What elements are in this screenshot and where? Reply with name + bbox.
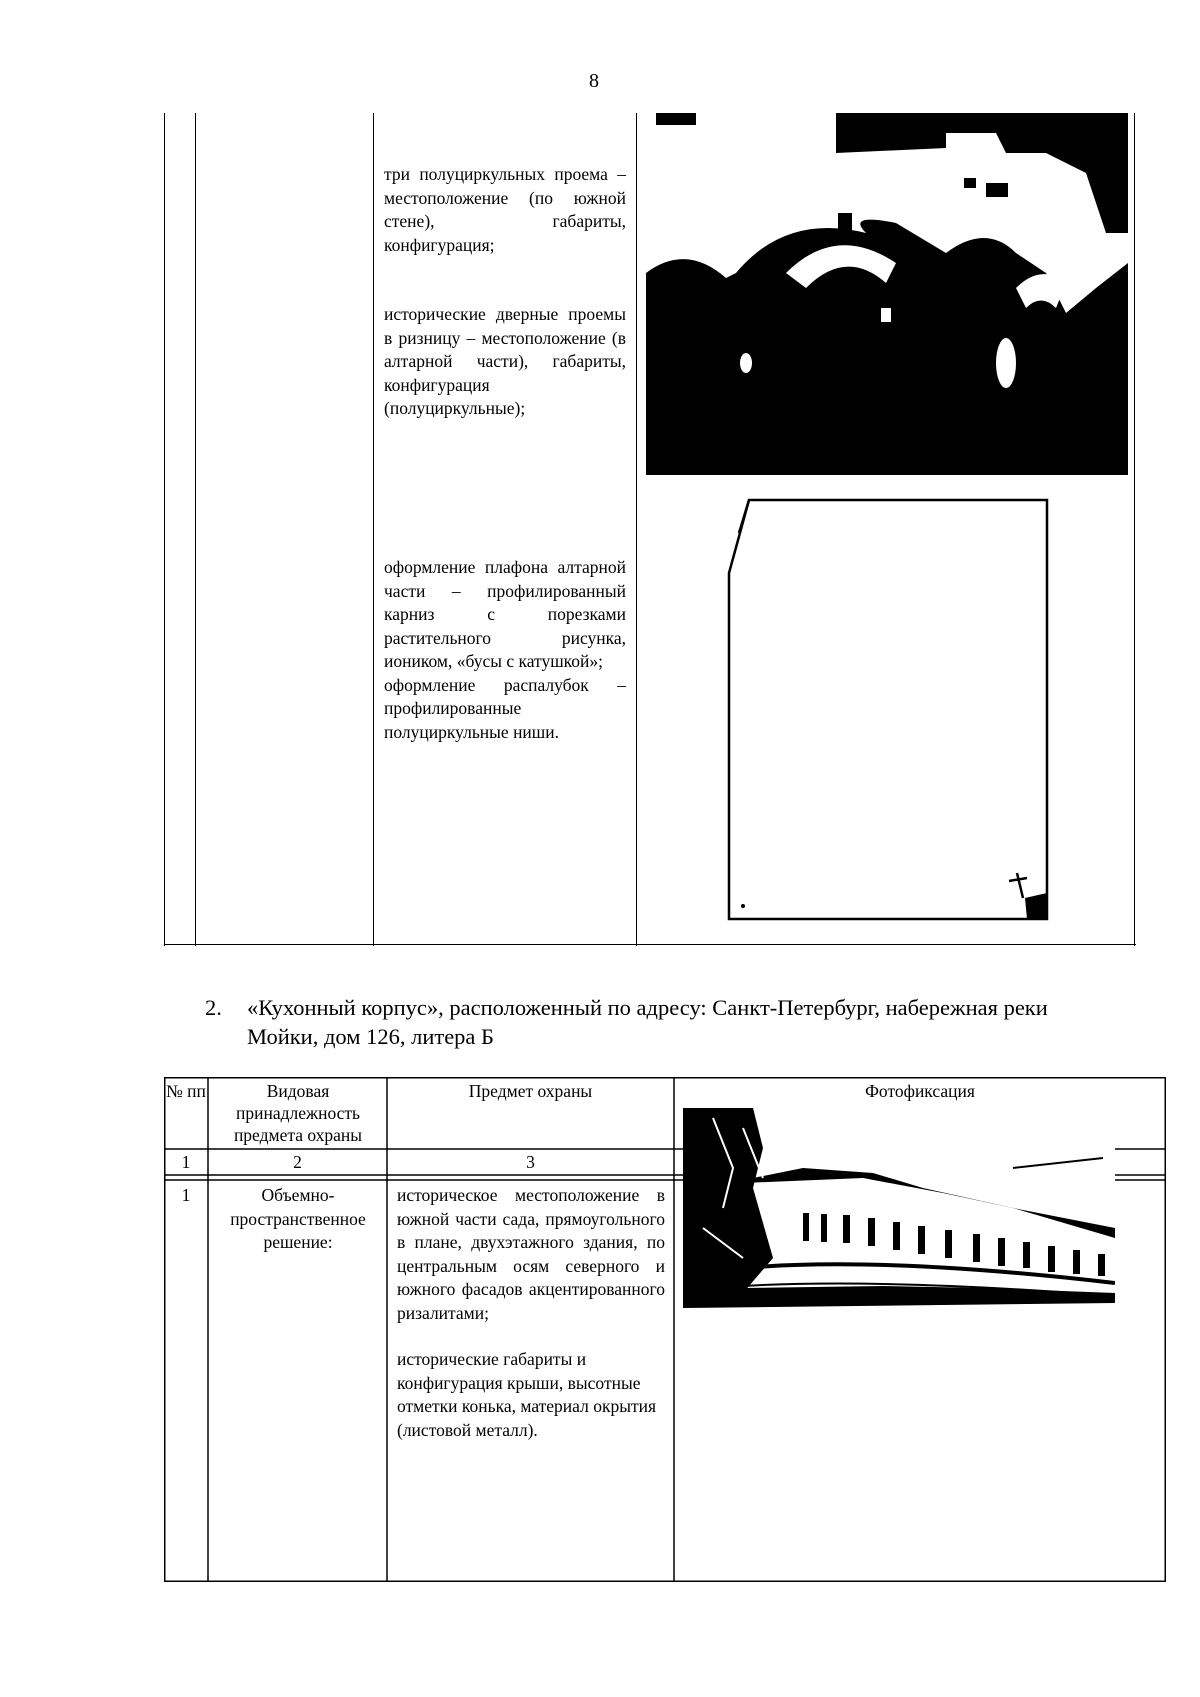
column-number: 1	[181, 1152, 191, 1172]
protection-table-kitchen	[164, 1077, 1166, 1582]
ceiling-photo	[727, 498, 1049, 921]
header-photo: Фотофиксация	[865, 1081, 975, 1101]
table-column-divider	[195, 113, 196, 946]
table-border-left	[164, 113, 165, 946]
section-number: 2.	[205, 995, 222, 1020]
interior-arches-photo	[646, 113, 1128, 475]
table-border-right	[1134, 113, 1135, 946]
table-column-divider	[636, 113, 637, 946]
row-subject	[397, 1184, 665, 1442]
header-number: № пп	[166, 1081, 206, 1101]
header-subject: Предмет охраны	[468, 1081, 593, 1101]
kitchen-building-photo	[683, 1108, 1115, 1321]
column-number: 2	[293, 1152, 302, 1172]
protection-subject-text: исторические дверные проемы в ризницу – местоположение (в алтарной части), габариты, конфигурация (полуциркульные);	[384, 304, 626, 418]
column-number: 3	[526, 1152, 535, 1172]
page-number: 8	[589, 70, 599, 92]
header-type: Видовая принадлежность предмета охраны	[233, 1081, 363, 1145]
protection-subject-text: историческое местоположение в южной части сада, прямоугольного в плане, двухэтажного здания, по центральным осям северного и южного фасадов акцентированного ризалитами;	[397, 1185, 665, 1323]
section-title: «Кухонный корпус», расположенный по адресу: Санкт-Петербург, набережная реки Мойки, дом 126, литера Б	[247, 995, 1048, 1049]
protection-subject-ceiling	[384, 556, 626, 744]
table-column-divider	[373, 113, 374, 946]
row-number: 1	[181, 1185, 191, 1205]
protection-subject-text: исторические габариты и конфигурация крыши, высотные отметки конька, материал окрытия (листовой металл).	[397, 1349, 657, 1440]
row-type: Объемно-пространственное решение:	[230, 1185, 366, 1252]
protection-subject-arches	[384, 163, 626, 257]
protection-subject-text: оформление распалубок – профилированные полуциркульные ниши.	[384, 674, 626, 742]
protection-table-continued	[164, 113, 1136, 946]
protection-subject-text: три полуциркульных проема – местоположение (по южной стене), габариты, конфигурация;	[384, 164, 626, 255]
protection-subject-text: оформление плафона алтарной части – профилированный карниз с порезками растительного рисунка, иоником, «бусы с катушкой»;	[384, 557, 626, 671]
table-border-bottom	[164, 944, 1136, 945]
protection-subject-doorways	[384, 303, 626, 421]
